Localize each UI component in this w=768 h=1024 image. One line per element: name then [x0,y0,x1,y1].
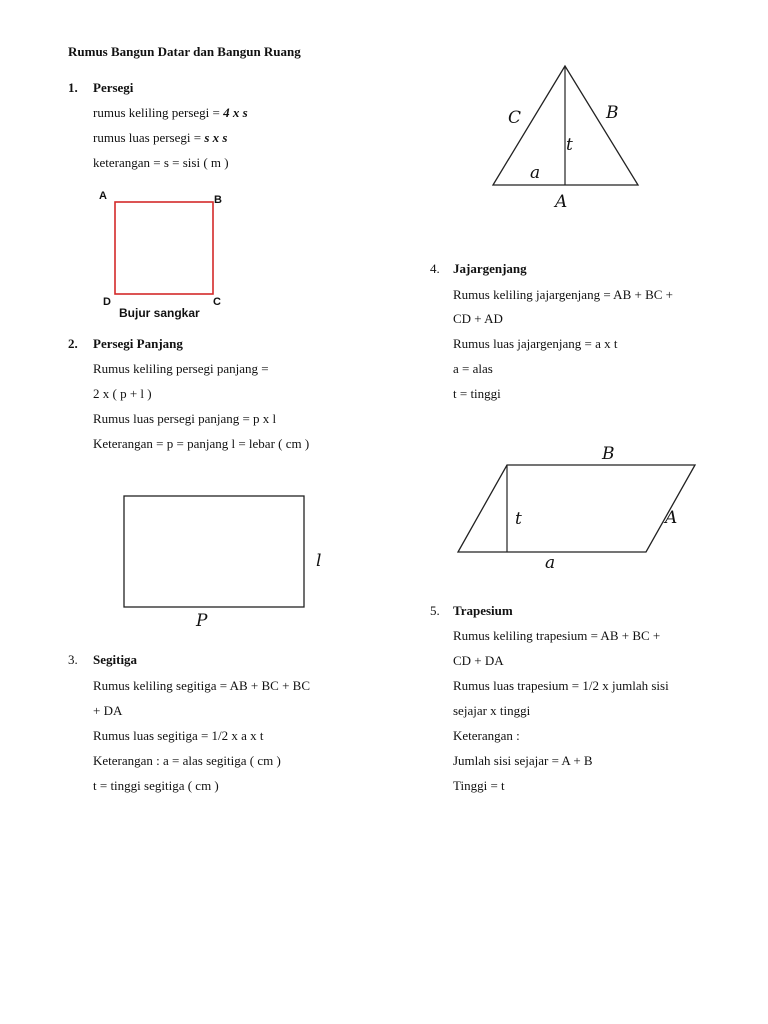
trapesium-luas-line1: Rumus luas trapesium = 1/2 x jumlah sisi [453,678,669,693]
trapesium-jumlah-sisi: Jumlah sisi sejajar = A + B [453,753,593,768]
persegi-keliling-label: rumus keliling persegi = [93,105,224,120]
jajargenjang-tinggi: t = tinggi [453,386,501,401]
square-corner-d: D [103,296,111,308]
trapesium-keliling-line1: Rumus keliling trapesium = AB + BC + [453,628,661,643]
section-4-heading: Jajargenjang [453,261,527,276]
triangle-label-a: a [530,163,541,183]
square-figure [95,186,245,322]
section-3-heading: Segitiga [93,652,138,667]
triangle-label-c: C [508,108,522,128]
rectangle-figure [118,488,338,633]
persegi-keliling-formula: 4 x s [223,105,248,120]
section-2-heading: Persegi Panjang [93,336,183,351]
rectangle-label-l: l [316,551,322,571]
segitiga-keliling-line2: + DA [93,703,123,718]
parallelogram-shape [458,465,695,552]
persegi-keterangan: keterangan = s = sisi ( m ) [93,155,229,170]
triangle-label-b: B [606,103,619,123]
parallelogram-figure [450,440,700,575]
trapesium-keliling-line2: CD + DA [453,653,504,668]
persegi-panjang-keterangan: Keterangan = p = panjang l = lebar ( cm ) [93,436,310,451]
square-caption: Bujur sangkar [119,306,200,320]
square-corner-c: C [213,296,221,308]
persegi-panjang-keliling-line2: 2 x ( p + l ) [93,386,152,401]
triangle-figure [485,60,655,220]
triangle-label-t: t [566,135,573,155]
persegi-panjang-luas: Rumus luas persegi panjang = p x l [93,411,277,426]
jajargenjang-luas: Rumus luas jajargenjang = a x t [453,336,618,351]
persegi-luas [93,130,227,146]
section-2-number: 2. [68,336,78,351]
persegi-luas-formula: s x s [204,130,228,145]
section-4-number: 4. [430,261,440,276]
jajargenjang-alas: a = alas [453,361,493,376]
square-shape [115,202,213,294]
rectangle-label-p: P [196,611,208,631]
section-5-number: 5. [430,603,440,618]
page-title: Rumus Bangun Datar dan Bangun Ruang [68,44,301,59]
rectangle-shape [124,496,304,607]
section-3-number: 3. [68,652,78,667]
segitiga-keterangan-alas: Keterangan : a = alas segitiga ( cm ) [93,753,281,768]
jajargenjang-keliling-line1: Rumus keliling jajargenjang = AB + BC + [453,287,673,302]
parallelogram-label-t: t [515,509,522,529]
section-5-heading: Trapesium [453,603,513,618]
persegi-panjang-keliling-line1: Rumus keliling persegi panjang = [93,361,269,376]
segitiga-luas: Rumus luas segitiga = 1/2 x a x t [93,728,264,743]
square-corner-b: B [214,194,222,206]
persegi-keliling [93,105,248,121]
triangle-label-base-a: A [555,192,568,212]
parallelogram-label-a: a [545,553,556,573]
section-1-heading: Persegi [93,80,134,95]
trapesium-keterangan: Keterangan : [453,728,520,743]
jajargenjang-keliling-line2: CD + AD [453,311,503,326]
square-corner-a: A [99,190,107,202]
segitiga-keliling-line1: Rumus keliling segitiga = AB + BC + BC [93,678,311,693]
trapesium-tinggi: Tinggi = t [453,778,505,793]
parallelogram-label-side-a: A [665,508,678,528]
trapesium-luas-line2: sejajar x tinggi [453,703,531,718]
persegi-luas-label: rumus luas persegi = [93,130,205,145]
section-1-number: 1. [68,80,78,95]
parallelogram-label-b: B [602,444,615,464]
segitiga-keterangan-tinggi: t = tinggi segitiga ( cm ) [93,778,219,793]
